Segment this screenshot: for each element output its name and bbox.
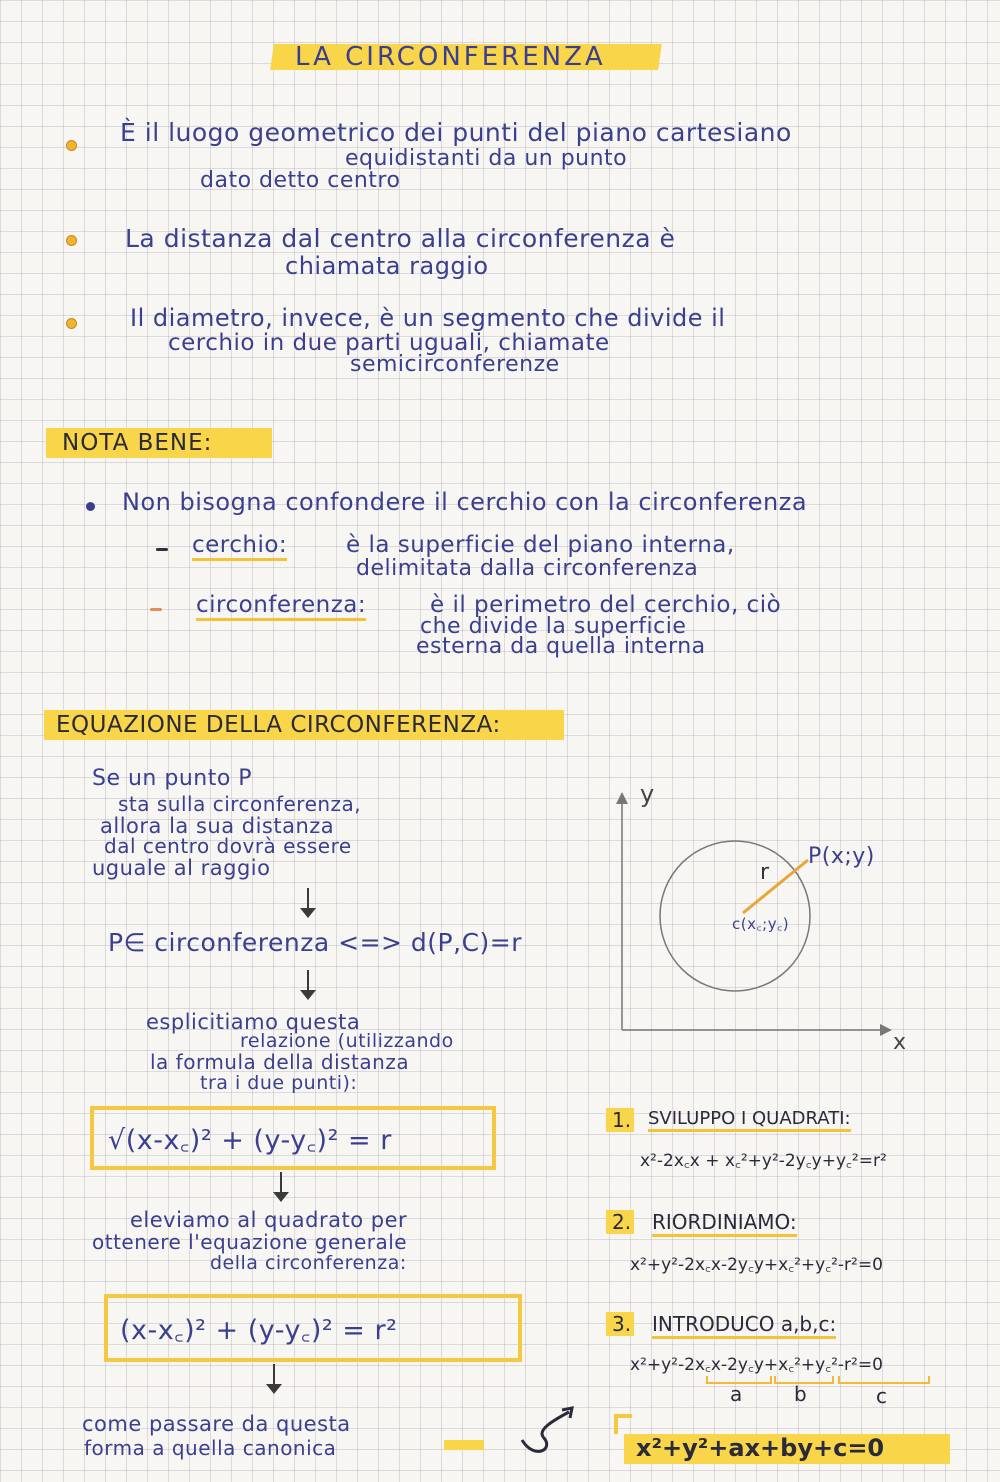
y-label: y [640, 780, 655, 808]
sqrt-formula: √(x-x꜀)² + (y-y꜀)² = r [108, 1125, 392, 1156]
definition-1-line-3: dato detto centro [200, 168, 401, 193]
step-3-num: 3. [612, 1312, 632, 1336]
final-formula: x²+y²+ax+by+c=0 [636, 1434, 885, 1462]
nota-bullet-text: Non bisogna confondere il cerchio con la circonferenza [122, 488, 808, 516]
canonical-line-2: forma a quella canonica [84, 1436, 337, 1460]
equazione-heading: EQUAZIONE DELLA CIRCONFERENZA: [56, 712, 501, 738]
cerchio-def-line-1: è la superficie del piano interna, [346, 532, 735, 558]
cerchio-def-line-2: delimitata dalla circonferenza [356, 556, 699, 581]
group-bracket-c [838, 1376, 930, 1384]
intro-line-4: dal centro dovrà essere [104, 834, 352, 858]
step-1-formula: x²-2x꜀x + x꜀²+y²-2y꜀y+y꜀²=r² [640, 1151, 887, 1171]
explicit-line-4: tra i due punti): [200, 1072, 358, 1094]
intro-line-5: uguale al raggio [92, 856, 271, 880]
group-label-c: c [876, 1384, 887, 1408]
center-label: c(x꜀;y꜀) [732, 915, 790, 933]
circonferenza-def-line-3: esterna da quella interna [416, 634, 706, 659]
explicit-line-2: relazione (utilizzando [240, 1030, 454, 1052]
circonferenza-def-line-2: che divide la superficie [420, 614, 687, 639]
step-1-num: 1. [612, 1108, 632, 1132]
explicit-line-3: la formula della distanza [150, 1050, 410, 1074]
intro-line-3: allora la sua distanza [100, 814, 335, 838]
x-label: x [893, 1030, 907, 1055]
definition-3-line-1: Il diametro, invece, è un segmento che divide il [130, 304, 726, 332]
definition-1-line-2: equidistanti da un punto [345, 146, 628, 171]
definition-3-line-2: cerchio in due parti uguali, chiamate [168, 330, 610, 356]
step-3-title: INTRODUCO a,b,c: [652, 1312, 836, 1339]
step-2-num: 2. [612, 1210, 632, 1234]
step-2-title: RIORDINIAMO: [652, 1210, 797, 1237]
step-3-formula: x²+y²-2x꜀x-2y꜀y+x꜀²+y꜀²-r²=0 [630, 1355, 883, 1375]
arrow-down-3 [280, 1172, 282, 1196]
square-line-1: eleviamo al quadrato per [130, 1208, 408, 1232]
point-label: P(x;y) [808, 844, 875, 869]
final-formula-corner [614, 1414, 632, 1434]
intro-line-1: Se un punto P [92, 766, 253, 791]
y-axis-arrow-icon [616, 792, 628, 804]
group-label-a: a [730, 1382, 743, 1406]
relation: P∈ circonferenza <=> d(P,C)=r [108, 928, 522, 957]
arrow-down-4 [273, 1364, 275, 1388]
group-label-b: b [794, 1382, 807, 1406]
curly-arrow-icon [514, 1400, 584, 1460]
general-formula: (x-x꜀)² + (y-y꜀)² = r² [120, 1315, 398, 1346]
definition-2-line-1: La distanza dal centro alla circonferenza è [125, 224, 676, 253]
bullet-3 [66, 318, 77, 329]
definition-2-line-2: chiamata raggio [285, 252, 489, 280]
radius-line [743, 860, 808, 913]
definition-1-line-1: È il luogo geometrico dei punti del piano cartesiano [120, 118, 792, 147]
explicit-line-1: esplicitiamo questa [146, 1010, 361, 1034]
bullet-1 [66, 140, 77, 151]
radius-label: r [760, 860, 770, 885]
definition-3-line-3: semicirconferenze [350, 352, 560, 377]
step-2-formula: x²+y²-2x꜀x-2y꜀y+x꜀²+y꜀²-r²=0 [630, 1255, 883, 1275]
arrow-down-2 [307, 970, 309, 994]
dash-circonferenza [150, 608, 162, 611]
arrow-down-1 [307, 888, 309, 912]
nota-bullet [86, 502, 95, 511]
page-title: LA CIRCONFERENZA [295, 42, 606, 72]
nota-heading: NOTA BENE: [62, 430, 213, 456]
bullet-2 [66, 235, 77, 246]
circonferenza-def-line-1: è il perimetro del cerchio, ciò [430, 592, 782, 618]
dash-cerchio [156, 548, 168, 551]
square-line-2: ottenere l'equazione generale [92, 1230, 408, 1254]
canonical-highlight [444, 1440, 484, 1450]
step-1-title: SVILUPPO I QUADRATI: [648, 1108, 851, 1132]
cerchio-term: cerchio: [192, 532, 287, 561]
circonferenza-term: circonferenza: [196, 592, 366, 621]
canonical-line-1: come passare da questa [82, 1412, 351, 1436]
x-axis-arrow-icon [880, 1024, 892, 1036]
intro-line-2: sta sulla circonferenza, [118, 792, 362, 816]
square-line-3: della circonferenza: [210, 1252, 407, 1274]
